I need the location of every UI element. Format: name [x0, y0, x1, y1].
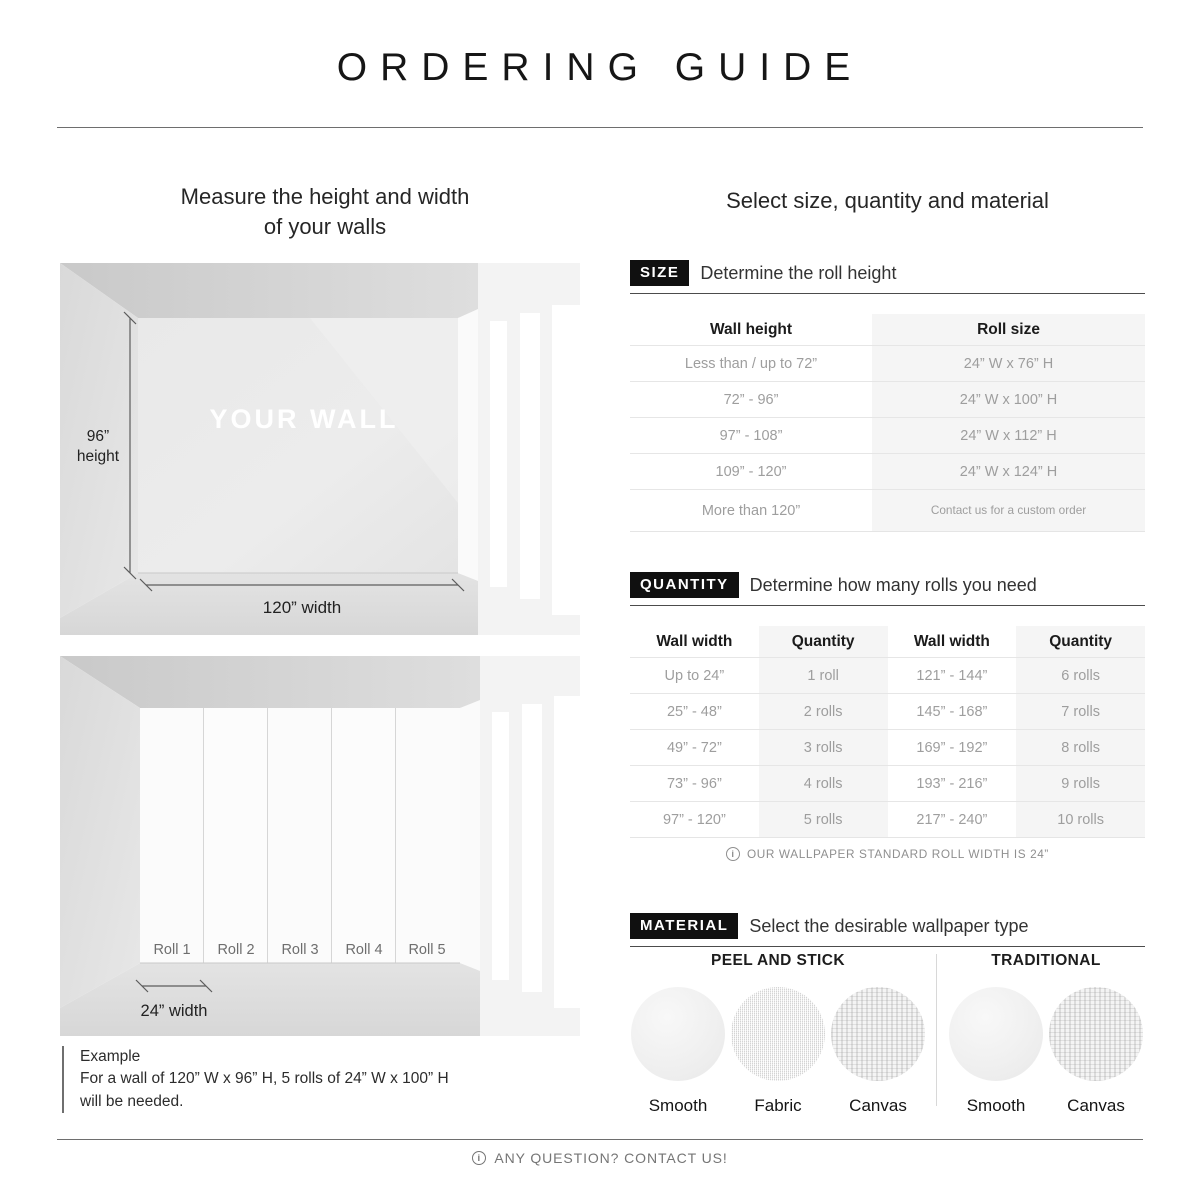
qty-cell: 25” - 48” [630, 693, 759, 729]
material-section-header [630, 913, 1145, 947]
material-tag: MATERIAL [630, 913, 738, 939]
swatch-canvas [1048, 987, 1144, 1116]
width-value-label: 120” width [262, 598, 342, 617]
contact-us-text[interactable]: ANY QUESTION? CONTACT US! [494, 1150, 728, 1166]
standard-roll-width-note [630, 847, 1145, 861]
select-heading: Select size, quantity and material [726, 188, 1049, 213]
qty-cell: 193” - 216” [888, 765, 1017, 801]
size-cell: 24” W x 100” H [872, 381, 1145, 417]
material-divider [936, 954, 937, 1106]
traditional-swatches [948, 987, 1144, 1116]
peel-and-stick-swatches [630, 987, 926, 1116]
swatch-label: Canvas [1067, 1096, 1125, 1115]
traditional-group [948, 952, 1144, 1116]
size-cell: 24” W x 76” H [872, 345, 1145, 381]
qty-cell: 10 rolls [1016, 801, 1145, 837]
measure-heading [60, 182, 590, 241]
quantity-table [630, 626, 1145, 838]
qty-cell: 8 rolls [1016, 729, 1145, 765]
peel-and-stick-group [630, 952, 926, 1116]
size-table [630, 314, 1145, 532]
qty-col-quantity-1: Quantity [759, 626, 888, 657]
qty-cell: 9 rolls [1016, 765, 1145, 801]
footer [0, 1150, 1200, 1166]
room-illustration-measure [60, 263, 580, 635]
swatch-label: Canvas [849, 1096, 907, 1115]
qty-cell: 4 rolls [759, 765, 888, 801]
room-illustration-rolls [60, 656, 580, 1036]
bottom-divider [57, 1139, 1143, 1140]
size-cell: 97” - 108” [630, 417, 872, 453]
page-title: ORDERING GUIDE [336, 46, 864, 89]
roll-label-5: Roll 5 [408, 942, 446, 958]
qty-cell: 6 rolls [1016, 657, 1145, 693]
swatch-label: Smooth [966, 1096, 1026, 1115]
size-section-header [630, 260, 1145, 294]
size-cell: More than 120” [630, 489, 872, 531]
quantity-tag: QUANTITY [630, 572, 739, 598]
example-title: Example [80, 1048, 141, 1065]
qty-cell: 121” - 144” [888, 657, 1017, 693]
qty-cell: 1 roll [759, 657, 888, 693]
info-icon: i [726, 847, 740, 861]
roll-label-2: Roll 2 [217, 942, 255, 958]
measure-heading-line1: Measure the height and width [180, 184, 470, 209]
size-cell: 109” - 120” [630, 453, 872, 489]
measure-heading-line2: of your walls [263, 213, 387, 239]
qty-cell: 97” - 120” [630, 801, 759, 837]
size-col-wall-height: Wall height [709, 320, 793, 338]
qty-col-quantity-2: Quantity [1016, 626, 1145, 657]
roll-label-1: Roll 1 [153, 942, 191, 958]
qty-cell: 49” - 72” [630, 729, 759, 765]
qty-cell: 73” - 96” [630, 765, 759, 801]
roll-label-4: Roll 4 [345, 942, 383, 958]
quantity-section-header [630, 572, 1145, 606]
swatch-fabric [730, 987, 826, 1116]
example-line1: For a wall of 120” W x 96” H, 5 rolls of 24” W x 100” H [80, 1070, 449, 1088]
example-line2: will be needed. [80, 1092, 184, 1110]
qty-cell: 3 rolls [759, 729, 888, 765]
smooth-texture-swatch [949, 987, 1043, 1081]
qty-col-wall-width-1: Wall width [656, 632, 733, 650]
size-col-roll-size: Roll size [872, 314, 1145, 345]
top-divider [57, 127, 1143, 128]
material-groups [630, 952, 1145, 1117]
canvas-texture-swatch [831, 987, 925, 1081]
example-block [62, 1046, 562, 1113]
roll-label-3: Roll 3 [281, 942, 319, 958]
canvas-texture-swatch [1049, 987, 1143, 1081]
qty-cell: 217” - 240” [888, 801, 1017, 837]
qty-cell: 5 rolls [759, 801, 888, 837]
swatch-smooth [630, 987, 726, 1116]
quantity-subtitle: Determine how many rolls you need [749, 574, 1037, 595]
qty-cell: 2 rolls [759, 693, 888, 729]
smooth-texture-swatch [631, 987, 725, 1081]
size-subtitle: Determine the roll height [700, 262, 897, 283]
swatch-label: Fabric [754, 1096, 802, 1115]
size-tag: SIZE [630, 260, 689, 286]
qty-cell: 7 rolls [1016, 693, 1145, 729]
info-icon: i [472, 1151, 486, 1165]
roll-panels [140, 708, 460, 963]
standard-roll-width-text: OUR WALLPAPER STANDARD ROLL WIDTH IS 24” [747, 847, 1049, 861]
size-cell: 24” W x 112” H [872, 417, 1145, 453]
roll-width-label: 24” width [140, 1002, 208, 1020]
size-cell-custom-order: Contact us for a custom order [872, 489, 1145, 531]
fabric-texture-swatch [731, 987, 825, 1081]
traditional-title: TRADITIONAL [991, 952, 1101, 969]
size-cell: 72” - 96” [630, 381, 872, 417]
size-cell: Less than / up to 72” [630, 345, 872, 381]
material-subtitle: Select the desirable wallpaper type [749, 915, 1029, 936]
your-wall-label: YOUR WALL [209, 404, 399, 434]
peel-and-stick-title: PEEL AND STICK [711, 952, 845, 969]
size-cell: 24” W x 124” H [872, 453, 1145, 489]
swatch-canvas [830, 987, 926, 1116]
height-value-label: 96” [86, 428, 110, 445]
height-word-label: height [76, 448, 120, 465]
swatch-label: Smooth [648, 1096, 708, 1115]
qty-cell: 169” - 192” [888, 729, 1017, 765]
qty-cell: Up to 24” [630, 657, 759, 693]
qty-cell: 145” - 168” [888, 693, 1017, 729]
qty-col-wall-width-2: Wall width [913, 632, 990, 650]
swatch-smooth [948, 987, 1044, 1116]
